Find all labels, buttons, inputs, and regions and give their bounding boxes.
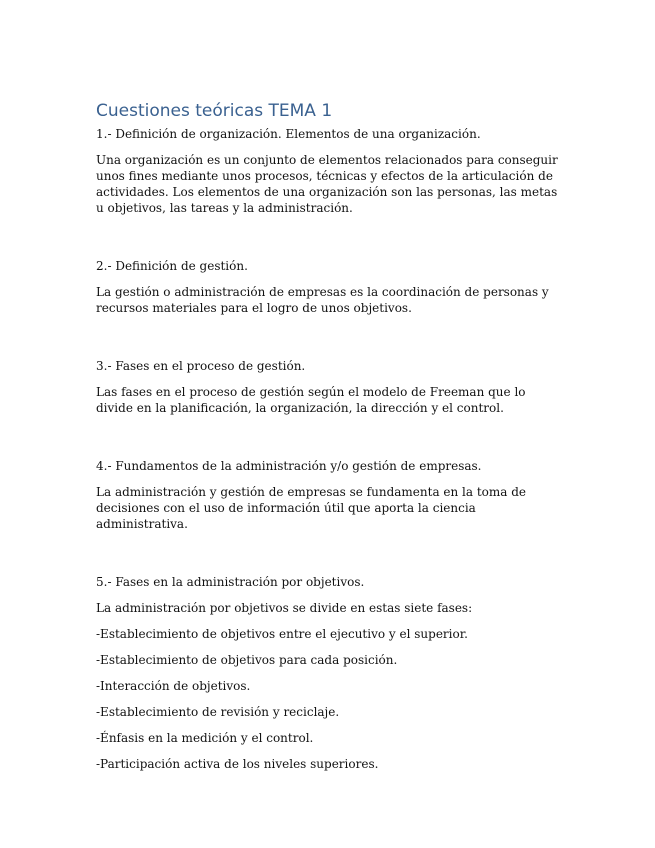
section-3 — [96, 358, 566, 416]
section-5 — [96, 574, 566, 772]
document-page — [96, 100, 566, 782]
list-item: -Interacción de objetivos. — [96, 679, 251, 693]
section-1 — [96, 126, 566, 216]
section-5-answer: La administración por objetivos se divide en estas siete fases: — [96, 601, 473, 615]
section-5-question: 5.- Fases en la administración por objetivos. — [96, 575, 365, 589]
section-2 — [96, 258, 566, 316]
list-item: -Énfasis en la medición y el control. — [96, 731, 314, 745]
section-3-question: 3.- Fases en el proceso de gestión. — [96, 359, 306, 373]
list-item: -Establecimiento de objetivos para cada posición. — [96, 653, 398, 667]
section-3-answer: Las fases en el proceso de gestión según el modelo de Freeman que lo divide en la planificación, la organización, la dirección y el control. — [96, 385, 526, 415]
section-4-answer: La administración y gestión de empresas se fundamenta en la toma de decisiones con el uso de información útil que aporta la ciencia administrativa. — [96, 485, 527, 531]
list-item: -Establecimiento de revisión y reciclaje. — [96, 705, 340, 719]
section-2-answer: La gestión o administración de empresas es la coordinación de personas y recursos materiales para el logro de unos objetivos. — [96, 285, 549, 315]
section-4 — [96, 458, 566, 532]
document-title: Cuestiones teóricas TEMA 1 — [96, 101, 333, 121]
section-1-question: 1.- Definición de organización. Elementos de una organización. — [96, 127, 481, 141]
section-2-question: 2.- Definición de gestión. — [96, 259, 248, 273]
section-4-question: 4.- Fundamentos de la administración y/o gestión de empresas. — [96, 459, 482, 473]
list-item: -Participación activa de los niveles superiores. — [96, 757, 379, 771]
list-item: -Establecimiento de objetivos entre el ejecutivo y el superior. — [96, 627, 468, 641]
section-1-answer: Una organización es un conjunto de elementos relacionados para conseguir unos fines mediante unos procesos, técnicas y efectos de la articulación de actividades. Los elementos de una organización son las personas, las metas u objetivos, las tareas y la administración. — [96, 153, 558, 215]
